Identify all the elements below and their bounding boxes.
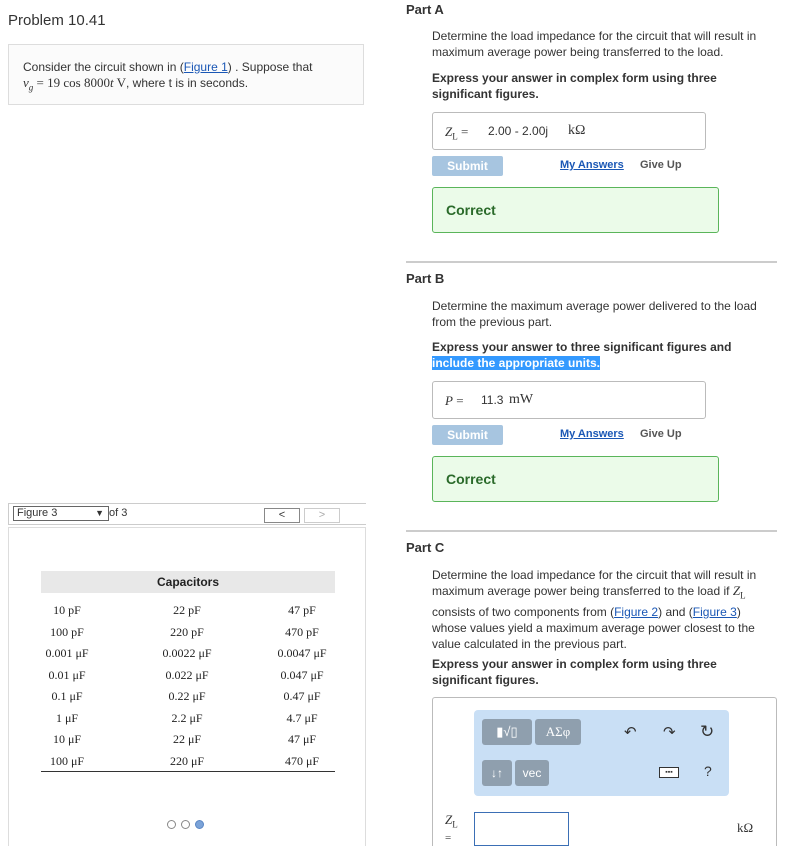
capacitor-value-cell: 0.047 μF: [280, 667, 324, 682]
part-b-answer-unit: mW: [509, 392, 534, 407]
capacitor-value-cell: 220 pF: [170, 624, 204, 639]
table-bottom-rule: [41, 771, 335, 772]
figure-nav-bar: [8, 503, 366, 525]
figure-count: of 3: [109, 507, 128, 519]
problem-title: Problem 10.41: [8, 12, 106, 29]
figure-1-link[interactable]: Figure 1: [183, 60, 228, 74]
part-b-instruction-highlight: include the appropriate units.: [432, 356, 601, 370]
capacitor-value-cell: 0.1 μF: [51, 689, 83, 703]
figure-select-value: Figure 3: [17, 507, 58, 519]
part-b-status: [432, 456, 719, 502]
capacitor-value-cell: 4.7 μF: [286, 710, 318, 725]
intro-text-2: ) . Suppose that: [227, 60, 313, 74]
capacitor-value-cell: 47 μF: [287, 732, 317, 746]
capacitor-value-cell: 0.022 μF: [165, 667, 209, 682]
part-c-instruction: Express your answer in complex form using three significant figures.: [432, 657, 717, 687]
vector-button[interactable]: vec: [515, 760, 549, 786]
capacitor-value-cell: 0.01 μF: [48, 667, 86, 682]
part-a-answer-box: [432, 112, 706, 150]
keyboard-icon[interactable]: ▪▪▪: [659, 767, 679, 778]
chevron-down-icon: ▼: [95, 508, 104, 518]
part-c-title: Part C: [406, 540, 445, 555]
part-a-give-up-link[interactable]: Give Up: [640, 159, 682, 171]
figure-dot-1[interactable]: [167, 820, 176, 829]
part-b-status-text: Correct: [446, 471, 496, 487]
part-a-submit-button[interactable]: Submit: [432, 156, 503, 176]
part-b-answer-label: P =: [445, 393, 464, 408]
capacitor-value-cell: 100 pF: [50, 624, 84, 639]
math-toolbar: [474, 710, 729, 796]
divider: [406, 261, 777, 263]
source-voltage-math: $v_g = 19$ cos 8000t V: [23, 75, 126, 93]
next-figure-button[interactable]: >: [304, 508, 340, 523]
problem-statement: [8, 44, 364, 105]
part-a-title: Part A: [406, 2, 444, 17]
capacitor-value-cell: 0.47 μF: [283, 689, 321, 703]
figure-dot-2[interactable]: [181, 820, 190, 829]
capacitor-value-cell: 47 pF: [288, 603, 316, 617]
part-b-instruction: Express your answer to three significant figures and include the appropriate units.: [432, 340, 732, 370]
capacitor-value-cell: 22 μF: [172, 732, 202, 746]
capacitor-value-cell: 100 μF: [49, 753, 85, 768]
part-a-my-answers-link[interactable]: My Answers: [560, 159, 624, 171]
capacitor-value-cell: 22 pF: [173, 603, 201, 617]
capacitor-value-cell: 470 pF: [285, 624, 319, 639]
figure-panel: [8, 527, 366, 846]
part-a-instruction: Express your answer in complex form using three significant figures.: [432, 71, 717, 101]
figure-3-link[interactable]: Figure 3: [692, 604, 737, 619]
help-icon[interactable]: ?: [704, 763, 712, 779]
capacitor-value-cell: 0.22 μF: [168, 689, 206, 703]
part-a-answer-value: 2.00 - 2.00j: [488, 124, 549, 138]
figure-select[interactable]: [13, 506, 109, 521]
part-b-answer-value: 11.3: [481, 393, 504, 407]
figure-dot-3[interactable]: [195, 820, 204, 829]
capacitors-table-header: Capacitors: [41, 571, 335, 593]
intro-end: , where t is in seconds.: [125, 76, 249, 90]
reset-icon[interactable]: ↻: [700, 722, 715, 741]
templates-button[interactable]: ▮√▯: [482, 719, 532, 745]
capacitor-value-cell: 10 pF: [53, 603, 81, 617]
part-c-unit: kΩ: [737, 820, 754, 835]
part-b-my-answers-link[interactable]: My Answers: [560, 428, 624, 440]
part-b-answer-box: [432, 381, 706, 419]
capacitor-value-cell: 220 μF: [169, 753, 205, 768]
part-c-question: Determine the load impedance for the circuit that will result in maximum average power being transferred to the load if $Z_L$ consists of two components from (Figure 2) and (Figure 3) whose values yield a maximum average power closest to the value calculated in the previous part.: [432, 568, 757, 651]
part-a-status: [432, 187, 719, 233]
greek-symbols-button[interactable]: ΑΣφ: [535, 719, 581, 745]
part-b-submit-button[interactable]: Submit: [432, 425, 503, 445]
part-a-question: Determine the load impedance for the circuit that will result in maximum average power being transferred to the load.: [432, 29, 757, 59]
capacitor-value-cell: 470 μF: [284, 753, 320, 768]
capacitor-value-cell: 0.0047 μF: [277, 646, 327, 660]
capacitor-value-cell: 0.0022 μF: [162, 646, 212, 660]
part-a-status-text: Correct: [446, 202, 496, 218]
part-a-answer-unit: kΩ: [568, 123, 586, 138]
part-b-question: Determine the maximum average power delivered to the load from the previous part.: [432, 299, 757, 329]
part-c-answer-input[interactable]: [474, 812, 569, 846]
prev-figure-button[interactable]: <: [264, 508, 300, 523]
redo-icon[interactable]: ↷: [663, 724, 676, 741]
divider: [406, 530, 777, 532]
part-b-title: Part B: [406, 271, 445, 286]
figure-2-link[interactable]: Figure 2: [614, 604, 659, 619]
capacitor-value-cell: 2.2 μF: [171, 710, 203, 725]
intro-text: Consider the circuit shown in (: [23, 60, 184, 74]
capacitor-value-cell: 0.001 μF: [45, 646, 89, 660]
capacitor-value-cell: 10 μF: [52, 732, 82, 746]
part-b-give-up-link[interactable]: Give Up: [640, 428, 682, 440]
undo-icon[interactable]: ↶: [624, 724, 637, 741]
part-a-answer-label: $Z_L$ =: [445, 124, 469, 142]
part-c-input-label: $Z_L$ =: [445, 812, 458, 844]
capacitor-value-cell: 1 μF: [55, 710, 79, 725]
sort-button[interactable]: ↓↑: [482, 760, 512, 786]
